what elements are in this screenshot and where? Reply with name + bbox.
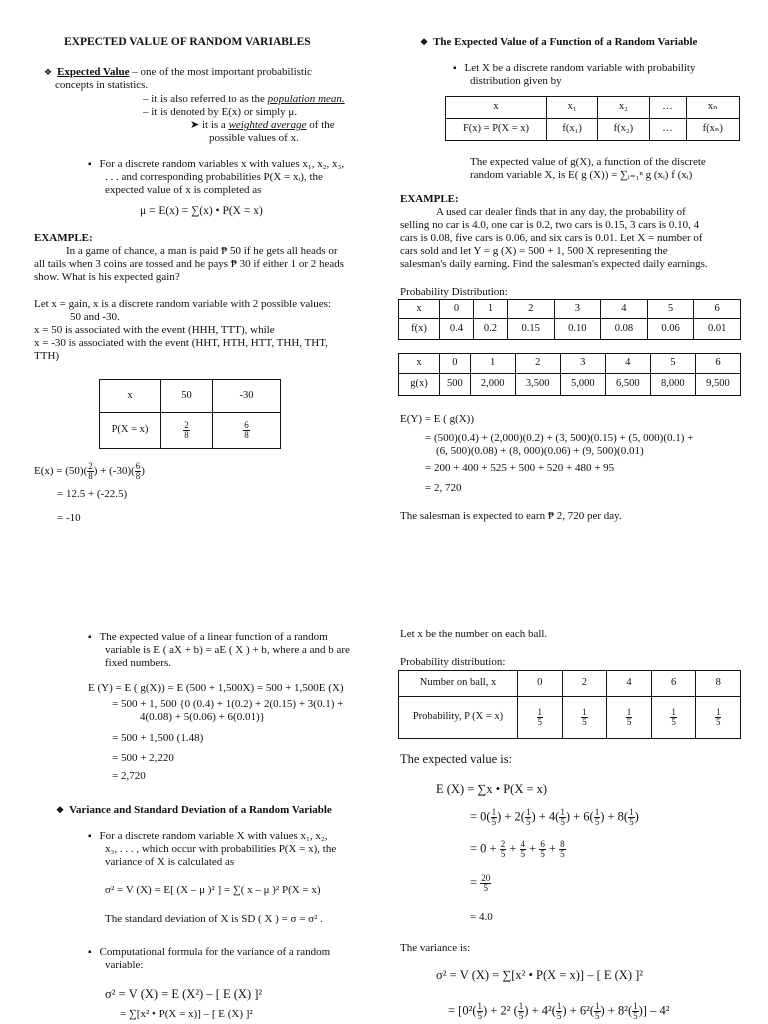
denominator: 5	[633, 1011, 638, 1021]
linear-eq-6: = 2,720	[112, 770, 146, 782]
table-cell: f(x₁)	[547, 119, 598, 141]
table-header-px: P(X = x)	[100, 413, 161, 449]
table-cell: 0.2	[473, 319, 507, 340]
numerator: 1	[629, 807, 634, 817]
table-cell: 6	[694, 300, 741, 319]
function-ev-heading	[420, 36, 697, 49]
numerator: 1	[671, 707, 676, 717]
prob-dist-label: Probability Distribution:	[400, 286, 508, 298]
linear-1-text: The expected value of a linear function of a random	[99, 631, 328, 643]
ball-pd-label: Probability distribution:	[400, 656, 506, 668]
table-cell: 50	[161, 380, 213, 413]
calc-part: ) + 4(	[531, 809, 560, 824]
calc-part: E(x) = (50)(	[34, 465, 88, 478]
calc-part: ) + 4²(	[524, 1003, 556, 1018]
table-cell: 0	[518, 671, 563, 697]
numerator: 1	[525, 807, 531, 817]
ev-line2: – it is denoted by E(x) or simply μ.	[143, 106, 298, 118]
variance-heading-text: Variance and Standard Deviation of a Random Variable	[69, 804, 332, 816]
ev-line-3	[470, 840, 566, 859]
ex-calc-2: = 12.5 + (-22.5)	[57, 488, 128, 500]
ev-line3	[190, 119, 335, 132]
table-cell: 4	[601, 300, 648, 319]
ey-line-3: (6, 500)(0.08) + (8, 000)(0.06) + (9, 500)(0.01)	[436, 445, 644, 457]
salesman-conclusion: The salesman is expected to earn ₱ 2, 720 per day.	[400, 510, 622, 522]
table-cell: 5	[650, 354, 695, 374]
fraction	[626, 708, 633, 727]
car-example-4: cars sold and let Y = g (X) = 500 + 1, 500 X representing the	[400, 245, 668, 257]
table-cell: 0	[440, 354, 471, 374]
comp-formula-1: σ² = V (X) = E (X²) – [ E (X) ]²	[105, 987, 263, 1001]
calc-part: )	[141, 465, 145, 478]
variance-line-1: σ² = V (X) = ∑[x² • P(X = x)] – [ E (X) ]²	[436, 968, 644, 982]
comp-line-1	[88, 946, 330, 959]
discrete-1-text: For a discrete random variables x with values x₁, x₂, x₃,	[99, 158, 345, 170]
table-cell: 2	[507, 300, 554, 319]
numerator: 2	[184, 420, 189, 430]
table-cell: -30	[213, 380, 281, 413]
ev-line-1: E (X) = ∑x • P(X = x)	[436, 782, 548, 796]
arrow-icon: ➤	[190, 119, 200, 131]
table-cell: 2,000	[470, 374, 515, 396]
table-cell: …	[649, 119, 686, 141]
fraction	[480, 874, 491, 893]
numerator: 1	[491, 807, 497, 817]
denominator: 5	[540, 849, 545, 859]
numerator: 6	[135, 461, 141, 471]
car-example-1: A used car dealer finds that in any day, the probability of	[436, 206, 686, 218]
ev-line-2	[470, 808, 639, 827]
table-cell: 0.4	[440, 319, 474, 340]
table-header-x: x	[446, 97, 547, 119]
diamond-bullet-icon	[420, 36, 433, 48]
calc-part: = 0(	[470, 809, 491, 824]
denominator: 5	[560, 817, 565, 827]
table-cell: xₙ	[686, 97, 740, 119]
car-example-5: salesman's daily earning. Find the salesman's expected daily earnings.	[400, 258, 708, 270]
linear-eq-4: = 500 + 1,500 (1.48)	[112, 732, 204, 744]
calc-part: ) + 2² (	[483, 1003, 518, 1018]
table-cell: f(xₙ)	[686, 119, 740, 141]
car-example-2: selling no car is 4.0, one car is 0.2, two cars is 0.15, 3 cars is 0.10, 4	[400, 219, 700, 231]
table-cell: …	[649, 97, 686, 119]
numerator: 1	[582, 707, 587, 717]
table-header-x: x	[100, 380, 161, 413]
denominator: 8	[135, 471, 141, 481]
denominator: 5	[715, 717, 721, 727]
intro-line-1	[453, 62, 695, 75]
ev-line-5: = 4.0	[470, 911, 493, 923]
table-header-x: x	[399, 354, 440, 374]
denominator: 5	[560, 849, 565, 859]
calc-part: ) + 6²(	[562, 1003, 594, 1018]
expected-value-formula: μ = E(x) = ∑(x) • P(X = x)	[140, 205, 263, 217]
ey-line-4: = 200 + 400 + 525 + 500 + 520 + 480 + 95	[425, 462, 615, 474]
denominator: 5	[518, 1011, 524, 1021]
ball-probability-table	[398, 670, 741, 739]
table-cell: 3,500	[515, 374, 560, 396]
table-cell: 5,000	[560, 374, 605, 396]
car-probability-table	[398, 299, 741, 340]
sd-formula: The standard deviation of X is SD ( X ) = σ = σ² .	[105, 913, 323, 925]
plus-sign: +	[545, 841, 560, 856]
variance-formula: σ² = V (X) = E[ (X – μ )² ] = ∑( x – μ )² P(X = x)	[105, 884, 321, 896]
ex-calc-3: = -10	[57, 512, 81, 524]
denominator: 5	[491, 817, 497, 827]
denominator: 5	[477, 1011, 482, 1021]
linear-eq-2: = 500 + 1, 500 {0 (0.4) + 1(0.2) + 2(0.15) + 3(0.1) +	[112, 698, 344, 710]
calc-part: = 0 +	[470, 841, 500, 856]
linear-line-3: fixed numbers.	[105, 657, 171, 669]
numerator: 1	[477, 1001, 482, 1011]
comp-line-2: variable:	[105, 959, 144, 971]
calc-part: ) + 8(	[600, 809, 629, 824]
table-cell: 0.01	[694, 319, 741, 340]
table-header-x: Number on ball, x	[399, 671, 518, 697]
numerator: 1	[594, 807, 600, 817]
diamond-bullet-icon	[44, 66, 57, 78]
table-cell: x₂	[598, 97, 649, 119]
function-ev-heading-text: The Expected Value of a Function of a Random Variable	[433, 36, 698, 48]
table-cell: 8,000	[650, 374, 695, 396]
gx-line-2: random variable X, is E( g (X)) = ∑ᵢ₌₁ⁿ g (xᵢ) f (xᵢ)	[470, 169, 693, 181]
ex-calc-1	[34, 462, 145, 481]
let-1: Let x = gain, x is a discrete random variable with 2 possible values:	[34, 298, 332, 310]
table-cell	[562, 697, 607, 739]
denominator: 5	[594, 817, 600, 827]
example-text-3: show. What is his expected gain?	[34, 271, 180, 283]
numerator: 1	[626, 707, 632, 717]
table-cell: 0.06	[647, 319, 694, 340]
calc-part: ) + (-30)(	[93, 465, 135, 478]
table-cell: 0.15	[507, 319, 554, 340]
numerator: 1	[595, 1001, 600, 1011]
denominator: 5	[520, 849, 526, 859]
discrete-line-3: expected value of x is completed as	[105, 184, 262, 196]
table-cell	[651, 697, 696, 739]
ey-line-5: = 2, 720	[425, 482, 462, 494]
discrete-line-1	[88, 158, 344, 171]
var-line-3: variance of X is calculated as	[105, 856, 235, 868]
calc-part: )] – 4²	[638, 1003, 670, 1018]
function-distribution-table	[445, 96, 740, 141]
table-cell: 0.08	[601, 319, 648, 340]
denominator: 5	[525, 817, 531, 827]
table-header-fx: F(x) = P(X = x)	[446, 119, 547, 141]
let-4: x = -30 is associated with the event (HHT, HTH, HTT, THH, THT,	[34, 337, 328, 349]
numerator: 1	[537, 707, 543, 717]
table-cell: 4	[605, 354, 650, 374]
denominator: 5	[626, 717, 632, 727]
plus-sign: +	[506, 841, 520, 856]
table-cell: 3	[554, 300, 601, 319]
table-cell: 4	[607, 671, 652, 697]
numerator: 1	[556, 1001, 562, 1011]
numerator: 6	[540, 839, 545, 849]
table-cell: 2	[515, 354, 560, 374]
denominator: 5	[629, 817, 634, 827]
fraction	[243, 421, 250, 440]
table-header-fx: f(x)	[399, 319, 440, 340]
denominator: 8	[88, 471, 93, 481]
table-cell: 1	[470, 354, 515, 374]
table-cell	[213, 413, 281, 449]
denominator: 8	[244, 430, 249, 440]
expected-value-heading: Expected Value	[57, 66, 130, 78]
table-cell: 6,500	[605, 374, 650, 396]
var-line-1	[88, 830, 327, 843]
numerator: 1	[518, 1001, 524, 1011]
table-cell: 500	[440, 374, 471, 396]
gain-distribution-table	[99, 379, 281, 449]
table-cell: 3	[560, 354, 605, 374]
variance-line-2	[448, 1002, 669, 1021]
table-cell	[696, 697, 741, 739]
earnings-table	[398, 353, 741, 396]
ev-line4: possible values of x.	[209, 132, 299, 144]
fraction	[715, 708, 722, 727]
numerator: 2	[88, 461, 93, 471]
ey-line-1: E(Y) = E ( g(X))	[400, 413, 475, 425]
ev-line1	[143, 93, 345, 106]
let-3: x = 50 is associated with the event (HHH, TTT), while	[34, 324, 275, 336]
expected-value-definition	[44, 66, 364, 79]
var-1-text: For a discrete random variable X with values x₁, x₂,	[99, 830, 328, 842]
denominator: 5	[483, 883, 488, 893]
calc-part: ) + 2(	[497, 809, 525, 824]
linear-line-1	[88, 631, 328, 644]
numerator: 1	[715, 707, 721, 717]
plus-sign: +	[526, 841, 540, 856]
fraction	[670, 708, 677, 727]
numerator: 4	[520, 839, 526, 849]
fraction	[581, 708, 588, 727]
numerator: 20	[481, 873, 491, 883]
table-cell: 6	[695, 354, 740, 374]
comp-1-text: Computational formula for the variance of a random	[99, 946, 331, 958]
calc-part: = [0²(	[448, 1003, 477, 1018]
table-cell: 8	[696, 671, 741, 697]
table-header-x: x	[399, 300, 440, 319]
ev-line1-b: population mean.	[267, 93, 345, 105]
table-cell: x₁	[547, 97, 598, 119]
denominator: 5	[582, 717, 587, 727]
fraction	[537, 708, 544, 727]
variance-label: The variance is:	[400, 942, 471, 954]
denominator: 5	[556, 1011, 562, 1021]
calc-part: ) + 6(	[565, 809, 594, 824]
ev-line3-a: it is a	[201, 119, 229, 131]
intro-line-2: distribution given by	[470, 75, 562, 87]
table-cell: 0.10	[554, 319, 601, 340]
numerator: 1	[633, 1001, 638, 1011]
denominator: 5	[500, 849, 506, 859]
table-cell: 2	[562, 671, 607, 697]
calc-part: ) + 8²(	[600, 1003, 633, 1018]
table-header-px: Probability, P (X = x)	[399, 697, 518, 739]
table-cell	[518, 697, 563, 739]
car-example-3: cars is 0.08, five cars is 0.06, and six cars is 0.01. Let X = number of	[400, 232, 703, 244]
table-cell: 0	[440, 300, 474, 319]
linear-eq-1: E (Y) = E ( g(X)) = E (500 + 1,500X) = 500 + 1,500E (X)	[88, 682, 344, 694]
table-cell	[607, 697, 652, 739]
discrete-line-2: . . . and corresponding probabilities P(X = xᵢ), the	[105, 171, 323, 183]
ev-def2: concepts in statistics.	[55, 79, 149, 91]
fraction	[559, 840, 566, 859]
ev-label: The expected value is:	[400, 752, 513, 766]
numerator: 1	[560, 807, 565, 817]
example-label-left: EXAMPLE:	[34, 232, 93, 244]
diamond-bullet-icon	[56, 804, 69, 816]
var-line-2: x₃, . . . , which occur with probabilities P(X = x), the	[105, 843, 337, 855]
ev-line-4	[470, 874, 491, 893]
example-text-1: In a game of chance, a man is paid ₱ 50 if he gets all heads or	[66, 245, 338, 257]
ev-line3-b: weighted average	[228, 119, 307, 131]
page-title: EXPECTED VALUE OF RANDOM VARIABLES	[64, 36, 311, 48]
ball-let: Let x be the number on each ball.	[400, 628, 548, 640]
example-label-right: EXAMPLE:	[400, 193, 459, 205]
denominator: 5	[595, 1011, 600, 1021]
linear-eq-5: = 500 + 2,220	[112, 752, 174, 764]
variance-heading	[56, 804, 332, 817]
ev-def: – one of the most important probabilistic	[132, 66, 312, 78]
table-cell: f(x₂)	[598, 119, 649, 141]
comp-formula-2: = ∑[x² • P(X = x)] – [ E (X) ]²	[120, 1008, 253, 1020]
denominator: 8	[184, 430, 189, 440]
intro-1-text: Let X be a discrete random variable with probability	[464, 62, 696, 74]
table-header-gx: g(x)	[399, 374, 440, 396]
table-cell: 6	[651, 671, 696, 697]
denominator: 5	[537, 717, 543, 727]
linear-line-2: variable is E ( aX + b) = aE ( X ) + b, where a and b are	[105, 644, 350, 656]
table-cell	[161, 413, 213, 449]
table-cell: 1	[473, 300, 507, 319]
table-cell: 5	[647, 300, 694, 319]
ey-line-2: = (500)(0.4) + (2,000)(0.2) + (3, 500)(0.15) + (5, 000)(0.1) +	[425, 432, 694, 444]
numerator: 8	[560, 839, 565, 849]
denominator: 5	[671, 717, 676, 727]
ev-line3-c: of the	[306, 119, 335, 131]
linear-eq-3: 4(0.08) + 5(0.06) + 6(0.01)}	[140, 711, 265, 723]
let-2: 50 and -30.	[70, 311, 120, 323]
calc-part: )	[634, 809, 639, 824]
fraction	[183, 421, 190, 440]
example-text-2: all tails when 3 coins are tossed and he pays ₱ 30 if either 1 or 2 heads	[34, 258, 345, 270]
numerator: 2	[500, 839, 506, 849]
table-cell: 9,500	[695, 374, 740, 396]
let-5: TTH)	[34, 350, 60, 362]
numerator: 6	[244, 420, 249, 430]
gx-line-1: The expected value of g(X), a function of the discrete	[470, 156, 706, 168]
ev-line1-a: – it is also referred to as the	[143, 93, 268, 105]
calc-part: =	[470, 875, 481, 890]
